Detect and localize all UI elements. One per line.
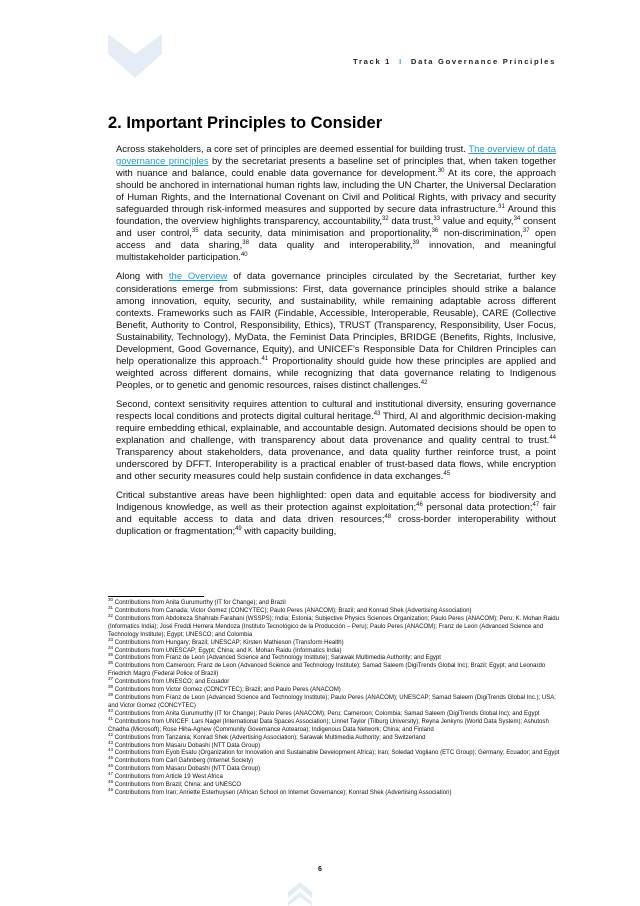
- footnote-41: [108, 715, 560, 735]
- footnote-text: Contributions from Article 19 West Africa: [114, 774, 223, 781]
- footnote-38: [108, 684, 560, 698]
- footnote-number: 37: [108, 676, 114, 682]
- footnote-ref: 31: [498, 204, 505, 211]
- footnote-49: [108, 787, 560, 798]
- footnote-text: Contributions from Hungary; Brazil; UNESCAP; Kirsten Mathieson (Transform Health): [114, 639, 344, 646]
- footnote-number: 42: [108, 731, 114, 737]
- footnote-number: 30: [108, 597, 114, 602]
- footnote-ref: 41: [261, 355, 269, 362]
- footnote-number: 39: [108, 692, 114, 698]
- logo-chevron-up-icon: [288, 878, 312, 906]
- footnote-number: 33: [108, 636, 114, 642]
- footnote-46: [108, 763, 560, 777]
- footnote-39: [108, 692, 560, 711]
- page-number: 6: [318, 866, 322, 873]
- footnote-number: 49: [108, 787, 114, 793]
- footnote-text: Contributions from Franz de Leon (Advanced Science and Technology Institute); Sarawak Multimedia Authority; and Egypt: [114, 655, 441, 662]
- footnote-number: 35: [108, 652, 114, 658]
- footnote-ref: 44: [549, 434, 556, 441]
- footnote-ref: 36: [431, 228, 439, 235]
- footnote-text: Contributions from Masaru Dobashi (NTT Data Group): [114, 742, 261, 749]
- footnote-number: 44: [108, 747, 114, 753]
- footnote-text: Contributions from Masaru Dobashi (NTT Data Group): [114, 766, 261, 773]
- footnote-text: Contributions from Abdolreza Shahrabi Farahani (WSSPS); India; Estonia; Subjective Physics Sciences Organization; Paulo Peres (ANACOM); Peru; K. Mohan Raidu (Informatics India); José Freddi Herrera Mendoza (Instituto Tecnológico de la Producción – Peru); Paulo Peres (ANACOM); Franz de Leon (Advanced Science and Technology Institute); Egypt; UNESCO; and Colombia: [108, 615, 560, 638]
- footnote-text: Contributions from Cameroon; Franz de Leon (Advanced Science and Technology Institute); Samad Saleem (DigiTrends Global Inc); Brazil; Egypt; and Leonardo Friedrich Magro (Federal Police of Brazil): [108, 663, 546, 678]
- footnote-number: 46: [108, 763, 114, 769]
- header-separator: I: [399, 57, 403, 66]
- header-track: Track 1: [353, 57, 392, 66]
- footnote-text: Contributions from Iran; Anriette Esterhuysen (African School on Internet Governance); Konrad Shek (Advertising Association): [114, 790, 452, 797]
- footnote-47: [108, 771, 560, 785]
- footnote-number: 40: [108, 707, 114, 713]
- footnote-number: 31: [108, 604, 114, 610]
- footnote-ref: 48: [384, 514, 392, 521]
- header-section: Data Governance Principles: [410, 57, 556, 66]
- section-title: 2. Important Principles to Consider: [108, 114, 383, 132]
- footnote-text: Contributions from UNESCAP; Egypt; China; and K. Mohan Raidu (Informatics India): [114, 647, 342, 654]
- footnote-ref: 47: [532, 502, 540, 509]
- footnote-32: [108, 612, 560, 640]
- footnote-text: Contributions from Franz de Leon (Advanced Science and Technology Institute); Paulo Peres (ANACOM); UNESCAP; Samad Saleem (DigiTrends Global Inc.); USA; and Victor Gomez (CONCYTEC): [108, 695, 556, 709]
- footnote-ref: 30: [437, 167, 445, 174]
- footnote-text: Contributions from Brazil; China; and UNESCO: [114, 782, 242, 789]
- footnote-number: 38: [108, 684, 114, 690]
- footnote-number: 47: [108, 771, 114, 777]
- paragraph-4: Critical substantive areas have been highlighted: open data and equitable access for biodiversity and Indigenous knowledge, as well as their protection against exploitation;$^{46}$ personal data protection;$^{47}$ fair and equitable access to data and data driven resources;$^{48}$ cross-border interoperability without duplication or fragmentation;$^{49}$ with capacity building,: [116, 490, 556, 538]
- paragraph-2: Along with the Overview of data governance principles circulated by the Secretariat, further key considerations emerge from submissions: First, data governance principles should strike a balance among innovation, equity, security, and sustainability, while remaining adaptable across different contexts. Frameworks such as FAIR (Findable, Accessible, Interoperable, Reusable), CARE (Collective Benefit, Authority to Control, Responsibility, Ethics), TRUST (Transparency, Responsibility, User Focus, Sustainability, Technology), MyData, the Feminist Data Principles, BRIDGE (Benefits, Rights, Inclusive, Development, Good Governance, Equity), and UNICEF’s Responsible Data for Children Principles can help operationalize this approach.$^{41}$ Proportionality should guide how these principles are applied and weighted across different domains, while recognizing that data governance relating to Indigenous Peoples, or to genetic and genomic resources, raises distinct challenges.$^{42}$: [116, 271, 556, 391]
- logo-chevron-icon: [108, 34, 162, 78]
- footnote-number: 45: [108, 755, 114, 761]
- footnote-ref: 33: [433, 216, 441, 223]
- footnote-ref: 38: [242, 240, 249, 247]
- footnote-number: 41: [108, 715, 114, 721]
- footnote-42: [108, 731, 560, 743]
- footnote-48: [108, 779, 560, 793]
- footnote-ref: 46: [416, 502, 423, 509]
- footnote-ref: 43: [373, 410, 381, 417]
- footnote-ref: 49: [235, 526, 242, 533]
- footnote-number: 36: [108, 660, 114, 666]
- footnote-33: [108, 636, 560, 648]
- footnote-text: Contributions from UNESCO; and Ecuador: [114, 679, 230, 686]
- paragraph-3: Second, context sensitivity requires attention to cultural and institutional diversity, ensuring governance respects local conditions and protects digital cultural heritage.$^{43}$ Third, AI and algorithmic decision-making require embedding ethical, explainable, and accountable design. Automated decisions should be open to explanation and challenge, with transparency about data provenance and quality central to trust.$^{44}$ Transparency about stakeholders, data provenance, and data quality further reinforce trust, a point underscored by DFFT. Interoperability is a practical enabler of trust-based data flows, while encryption and other security measures could help sustain confidence in data exchanges.$^{45}$: [116, 398, 556, 483]
- footnote-ref: 45: [443, 471, 451, 478]
- footnote-text: Contributions from Canada; Victor Gomez (CONCYTEC); Paulo Peres (ANACOM); Brazil; and Konrad Shek (Advertising Association): [114, 607, 472, 614]
- footnote-number: 32: [108, 612, 114, 618]
- footnote-text: Contributions from Eyob Esatu (Organization for Innovation and Sustainable Development Africa); Iran; Soledad Vogliano (ETC Group); Germany; Ecuador; and Egypt: [114, 750, 560, 757]
- overview-link-2[interactable]: the Overview: [168, 271, 228, 283]
- footnote-text: Contributions from Tanzania; Konrad Shek (Advertising Association); Sarawak Multimedia Authority; and Switzerland: [114, 734, 426, 741]
- footnote-ref: 39: [412, 240, 420, 247]
- footnote-ref: 40: [240, 252, 248, 259]
- footnote-ref: 35: [191, 228, 199, 235]
- body-text: [116, 144, 556, 545]
- running-header: [353, 57, 556, 66]
- footnote-text: Contributions from Victor Gomez (CONCYTEC); Brazil; and Paulo Peres (ANACOM): [114, 687, 341, 694]
- overview-link[interactable]: The overview of data governance principles: [116, 144, 557, 168]
- paragraph-1: Across stakeholders, a core set of principles are deemed essential for building trust. The overview of data governance principles by the secretariat presents a baseline set of principles that, when taken together with nuance and balance, could enable data governance for development.$^{30}$ At its core, the approach should be anchored in international human rights law, including the UN Charter, the Universal Declaration of Human Rights, and the International Covenant on Civil and Political Rights, with privacy and security safeguarded through risk-informed measures and supported by secure data infrastructure.$^{31}$ Around this foundation, the overview highlights transparency, accountability,$^{32}$ data trust,$^{33}$ value and equity,$^{34}$ consent and user control,$^{35}$ data security, data minimisation and proportionality,$^{36}$ non-discrimination,$^{37}$ open access and data sharing,$^{38}$ data quality and interoperability,$^{39}$ innovation, and meaningful multistakeholder participation.$^{40}$: [116, 144, 557, 264]
- footnote-ref: 34: [513, 216, 521, 223]
- footnote-text: Contributions from Anita Gurumurthy (IT for Change); Paulo Peres (ANACOM); Peru; Cameroon; Colombia; Samad Saleem (DigiTrends Global Inc); and Egypt: [114, 710, 540, 717]
- footnote-number: 34: [108, 644, 114, 650]
- footnote-text: Contributions from UNICEF: Lars Nagel (International Data Spaces Association); Linnet Taylor (Tilburg University); Reyna Jenkyns (World Data System); Ashutosh Chadha (Microsoft); Rose Hiha-Agnew (Community Governance Aotearoa); Indigenous Data Network; China; and Finland: [108, 718, 549, 733]
- footnote-ref: 42: [420, 379, 428, 386]
- footnote-text: Contributions from Anita Gurumurthy (IT for Change); and Brazil: [114, 600, 286, 607]
- footnote-40: [108, 707, 560, 719]
- footnote-36: [108, 660, 560, 682]
- footnote-number: 43: [108, 739, 114, 745]
- footnote-number: 48: [108, 779, 114, 785]
- footnote-divider: [108, 596, 204, 597]
- footnote-37: [108, 676, 560, 690]
- footnotes: [108, 597, 560, 798]
- footnote-text: Contributions from Carl Gahnberg (Internet Society): [114, 758, 254, 765]
- footnote-31: [108, 604, 560, 616]
- footnote-30: [108, 597, 560, 608]
- footnote-ref: 32: [381, 216, 389, 223]
- footnote-ref: 37: [522, 228, 530, 235]
